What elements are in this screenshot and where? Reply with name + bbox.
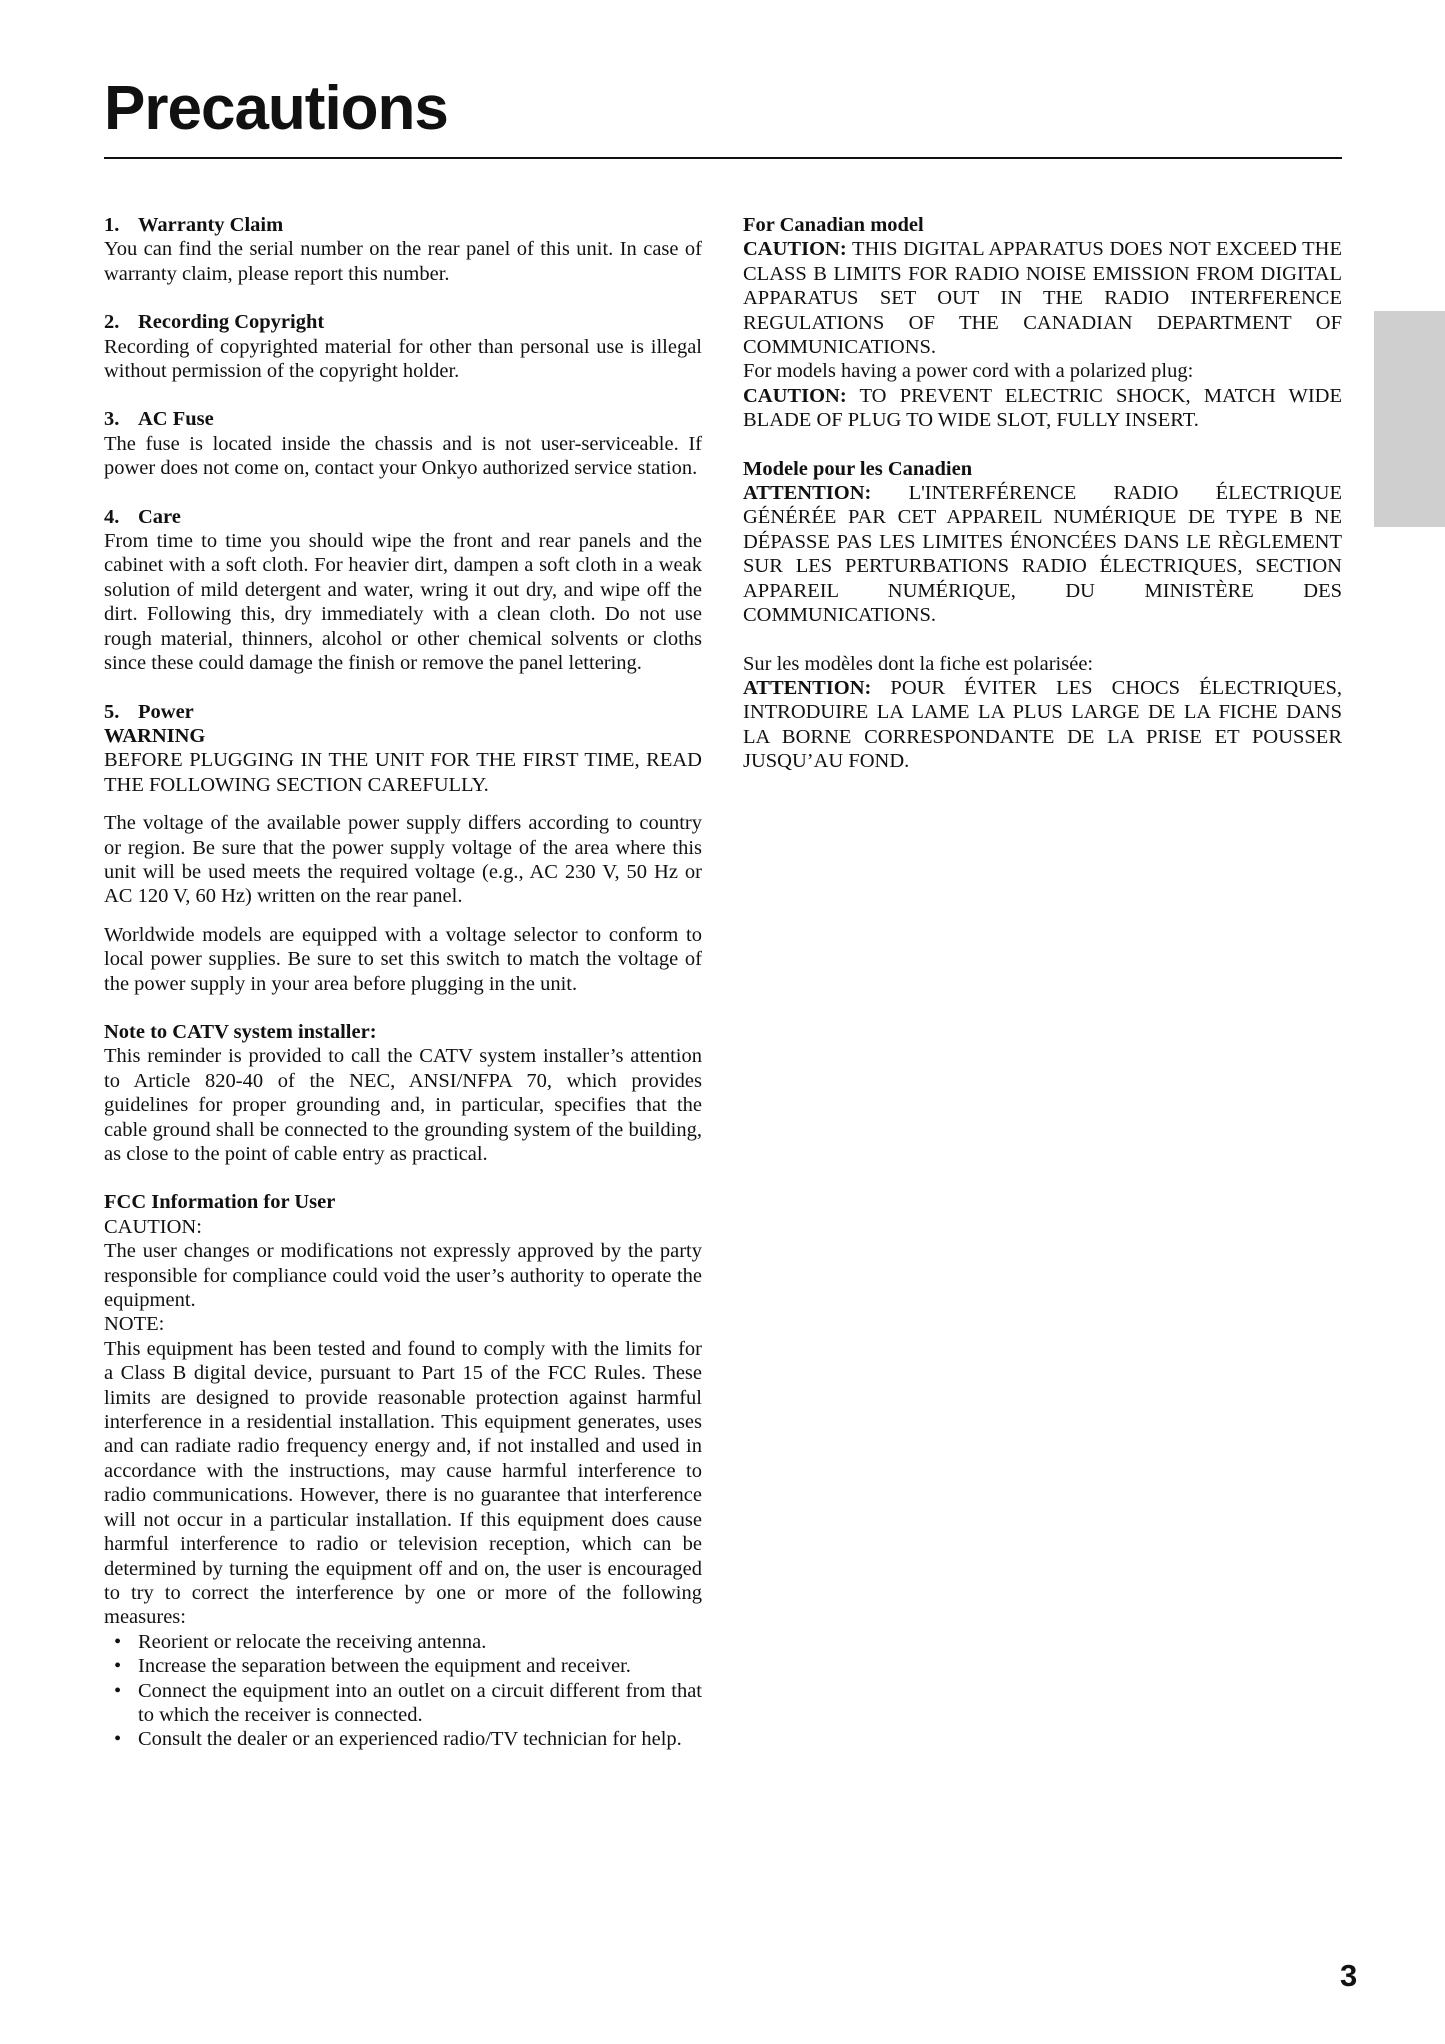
power-heading: 5. Power	[104, 700, 194, 723]
page-number: 3	[1340, 1958, 1358, 1993]
polarisee-intro: Sur les modèles dont la fiche est polarisée:	[743, 652, 1094, 675]
fcc-heading: FCC Information for User	[104, 1191, 336, 1214]
canadien-attention: ATTENTION: L'INTERFÉRENCE RADIO ÉLECTRIQUE GÉNÉRÉE PAR CET APPAREIL NUMÉRIQUE DE TYPE B NE DÉPASSE PAS LES LIMITES ÉNONCÉES DANS LE RÈGLEMENT SUR LES PERTURBATIONS RADIO ÉLECTRIQUES, SECTION APPAREIL NUMÉRIQUE, DU MINISTÈRE DES COMMUNICATIONS.	[743, 482, 1342, 627]
fcc-note-text: This equipment has been tested and found to comply with the limits for a Class B digital device, pursuant to Part 15 of the FCC Rules. These limits are designed to provide reasonable protection against harmful interference in a residential installation. This equipment generates, uses and can radiate radio frequency energy and, if not installed and used in accordance with the instructions, may cause harmful interference to radio communications. However, there is no guarantee that interference will not occur in a particular installation. If this equipment does cause harmful interference to radio or television reception, which can be determined by turning the equipment off and on, the user is encouraged to try to correct the interference by one or more of the following measures:	[104, 1337, 702, 1629]
canadian-plug-caution: CAUTION: TO PREVENT ELECTRIC SHOCK, MATCH WIDE BLADE OF PLUG TO WIDE SLOT, FULLY INSERT.	[743, 384, 1342, 432]
power-voltage-text: The voltage of the available power supply differs according to country or region. Be sure that the power supply voltage of the area where this unit will be used meets the required voltage (e.g., AC 230 V, 50 Hz or AC 120 V, 60 Hz) written on the rear panel.	[104, 812, 702, 908]
catv-heading: Note to CATV system installer:	[104, 1020, 377, 1043]
fcc-section	[104, 1190, 702, 1751]
care-section	[104, 505, 702, 676]
catv-section	[104, 1020, 702, 1166]
list-item: • Consult the dealer or an experienced radio/TV technician for help.	[104, 1727, 702, 1751]
warranty-section	[104, 213, 702, 286]
list-item: • Reorient or relocate the receiving antenna.	[104, 1630, 702, 1654]
power-section	[104, 700, 702, 996]
fcc-caution-label: CAUTION:	[104, 1215, 202, 1238]
canadien-section	[743, 457, 1342, 628]
fcc-measures-list	[104, 1630, 702, 1752]
page-title: Precautions	[104, 74, 448, 143]
warranty-text: You can find the serial number on the rear panel of this unit. In case of warranty claim, please report this number.	[104, 238, 702, 285]
polarisee-section	[743, 652, 1342, 774]
copyright-section	[104, 310, 702, 383]
polarisee-attention: ATTENTION: POUR ÉVITER LES CHOCS ÉLECTRIQUES, INTRODUIRE LA LAME LA PLUS LARGE DE LA FICHE DANS LA BORNE CORRESPONDANTE DE LA PRISE ET POUSSER JUSQU’AU FOND.	[743, 676, 1342, 773]
catv-text: This reminder is provided to call the CATV system installer’s attention to Article 820-40 of the NEC, ANSI/NFPA 70, which provides guidelines for proper grounding and, in particular, specifies that the cable ground shall be connected to the grounding system of the building, as close to the point of cable entry as practical.	[104, 1045, 702, 1165]
canadian-plug-text: For models having a power cord with a polarized plug:	[743, 360, 1194, 383]
power-warning-label: WARNING	[104, 724, 206, 747]
left-column	[104, 213, 702, 1776]
copyright-heading: 2. Recording Copyright	[104, 311, 325, 334]
fuse-heading: 3. AC Fuse	[104, 408, 214, 431]
care-text: From time to time you should wipe the front and rear panels and the cabinet with a soft cloth. For heavier dirt, dampen a soft cloth in a weak solution of mild detergent and water, wring it out dry, and wipe off the dirt. Following this, dry immediately with a clean cloth. Do not use rough material, thinners, alcohol or other chemical solvents or cloths since these could damage the finish or remove the panel lettering.	[104, 530, 702, 675]
care-heading: 4. Care	[104, 505, 181, 528]
fcc-note-label: NOTE:	[104, 1313, 165, 1336]
fuse-text: The fuse is located inside the chassis and is not user-serviceable. If power does not come on, contact your Onkyo authorized service station.	[104, 432, 702, 480]
list-item: • Increase the separation between the equipment and receiver.	[104, 1654, 702, 1678]
power-warning-text: BEFORE PLUGGING IN THE UNIT FOR THE FIRST TIME, READ THE FOLLOWING SECTION CAREFULLY.	[104, 749, 702, 796]
fuse-section	[104, 407, 702, 480]
canadian-heading: For Canadian model	[743, 214, 924, 236]
list-item: • Connect the equipment into an outlet on a circuit different from that to which the receiver is connected.	[104, 1679, 702, 1728]
title-divider	[104, 157, 1342, 159]
canadian-section	[743, 213, 1342, 433]
section-side-tab	[1374, 311, 1445, 527]
warranty-heading: 1. Warranty Claim	[104, 214, 284, 236]
fcc-caution-text: The user changes or modifications not expressly approved by the party responsible for compliance could void the user’s authority to operate the equipment.	[104, 1240, 702, 1312]
power-selector-text: Worldwide models are equipped with a voltage selector to conform to local power supplies. Be sure to set this switch to match the voltage of the power supply in your area before plugging in the unit.	[104, 923, 702, 995]
canadien-heading: Modele pour les Canadien	[743, 457, 973, 480]
right-column	[743, 213, 1342, 798]
copyright-text: Recording of copyrighted material for other than personal use is illegal without permission of the copyright holder.	[104, 335, 702, 383]
canadian-caution: CAUTION: THIS DIGITAL APPARATUS DOES NOT EXCEED THE CLASS B LIMITS FOR RADIO NOISE EMISSION FROM DIGITAL APPARATUS SET OUT IN THE RADIO INTERFERENCE REGULATIONS OF THE CANADIAN DEPARTMENT OF COMMUNICATIONS.	[743, 238, 1342, 359]
